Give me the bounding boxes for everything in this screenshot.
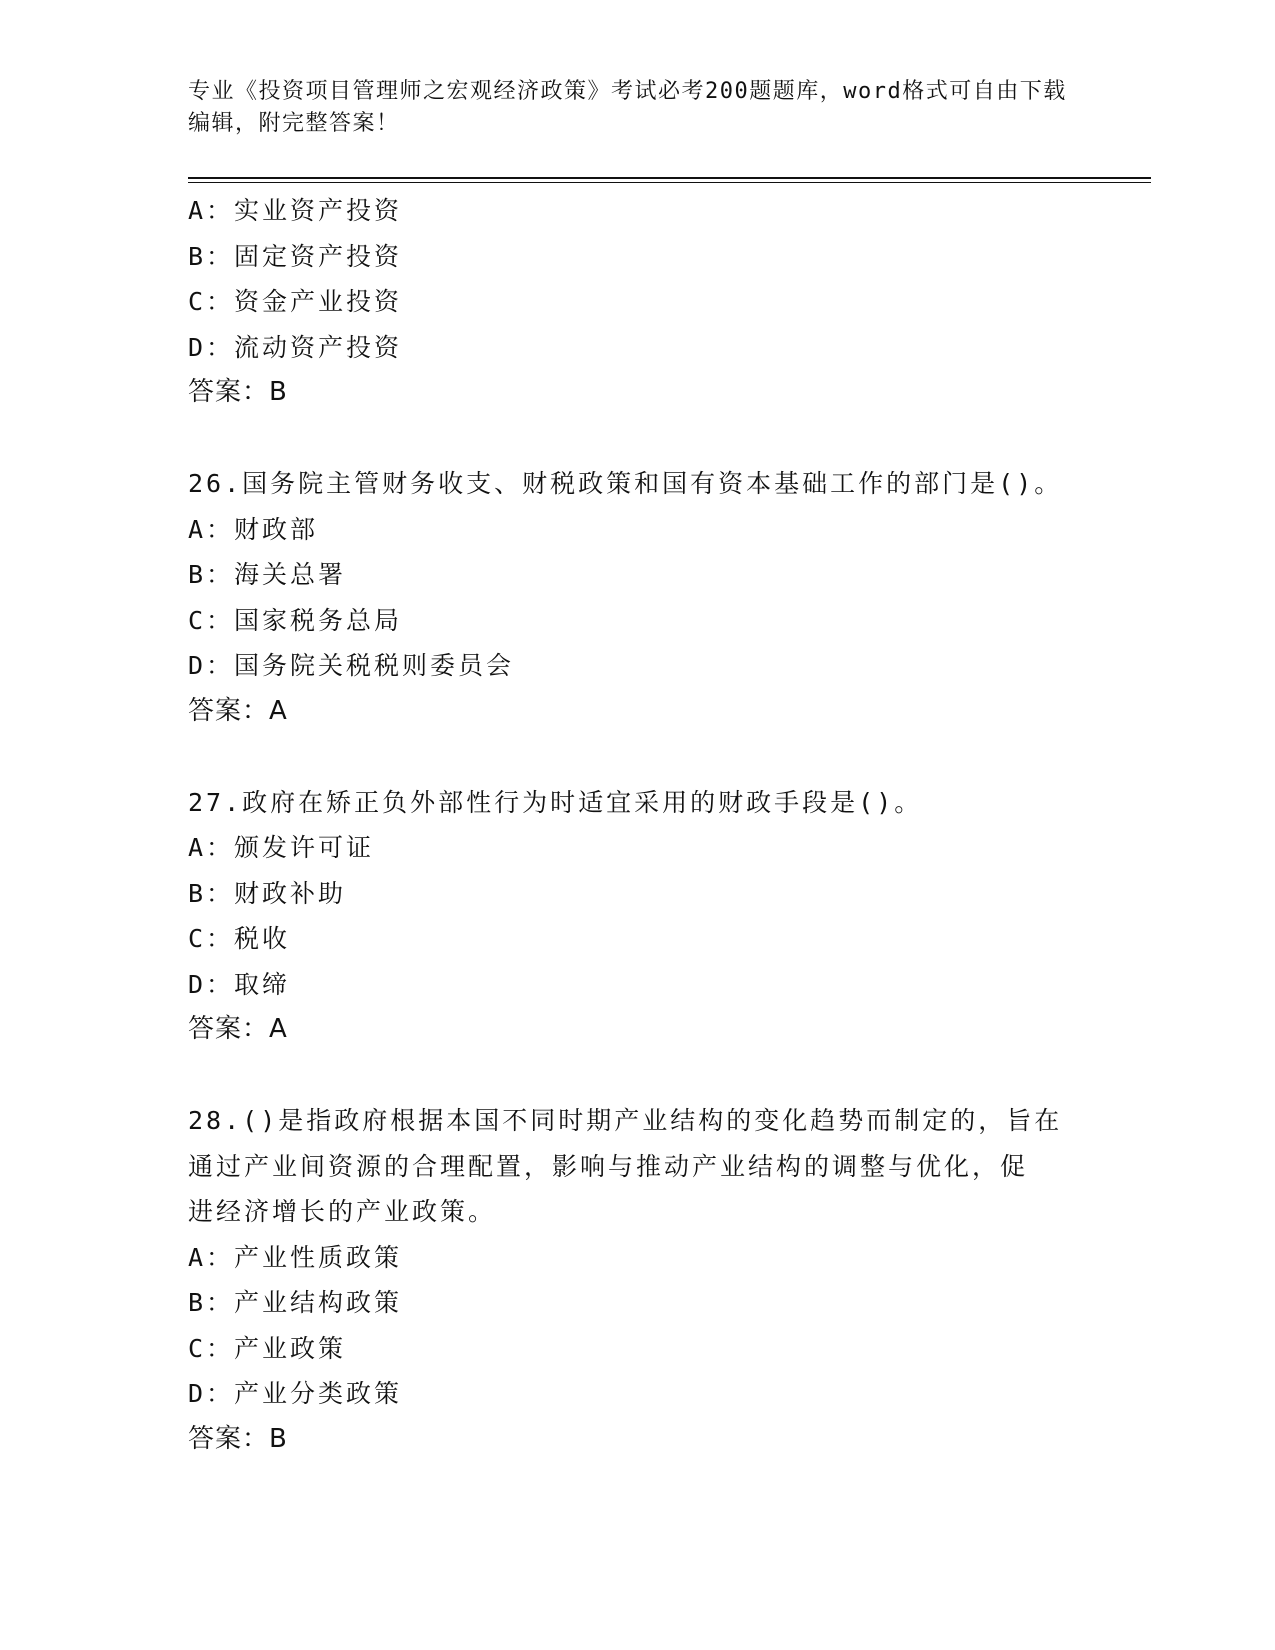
option-c: C：国家税务总局 (188, 605, 403, 635)
option-b: B：海关总署 (188, 560, 347, 589)
option-a: A：颁发许可证 (188, 833, 375, 862)
option-a: A：产业性质政策 (188, 1242, 403, 1272)
question-25-block (188, 188, 1088, 416)
header-divider-thin (188, 182, 1151, 183)
option-b: B：固定资产投资 (188, 241, 403, 271)
option-a: A：实业资产投资 (188, 196, 403, 225)
question-28-block (188, 1098, 1088, 1462)
answer-label: 答案：A (188, 1014, 288, 1044)
option-c: C：产业政策 (188, 1333, 347, 1363)
spacer (188, 1053, 1088, 1099)
option-d: D：产业分类政策 (188, 1379, 403, 1408)
question-text-line-1: 28.()是指政府根据本国不同时期产业结构的变化趋势而制定的，旨在 (188, 1106, 1063, 1135)
option-d: D：取缔 (188, 969, 291, 999)
option-d: D：国务院关税税则委员会 (188, 651, 515, 680)
document-header: 专业《投资项目管理师之宏观经济政策》考试必考200题题库，word格式可自由下载编辑，附完整答案！ (188, 79, 1067, 136)
question-27-block (188, 780, 1088, 1053)
option-a: A：财政部 (188, 514, 319, 544)
spacer (188, 416, 1088, 462)
question-text-line-3: 进经济增长的产业政策。 (188, 1197, 497, 1226)
question-text-line-2: 通过产业间资源的合理配置，影响与推动产业结构的调整与优化，促 (188, 1151, 1029, 1181)
option-c: C：税收 (188, 924, 291, 953)
spacer (188, 734, 1088, 780)
option-c: C：资金产业投资 (188, 287, 403, 316)
question-list (188, 188, 1088, 1462)
question-text: 26.国务院主管财务收支、财税政策和国有资本基础工作的部门是()。 (188, 469, 1063, 498)
answer-label: 答案：B (188, 377, 288, 407)
header-divider-thick (188, 177, 1151, 179)
option-d: D：流动资产投资 (188, 332, 403, 362)
option-b: B：财政补助 (188, 878, 347, 908)
question-text: 27.政府在矫正负外部性行为时适宜采用的财政手段是()。 (188, 787, 923, 817)
answer-label: 答案：A (188, 695, 288, 726)
option-b: B：产业结构政策 (188, 1288, 403, 1317)
answer-label: 答案：B (188, 1423, 288, 1454)
question-26-block (188, 461, 1088, 734)
